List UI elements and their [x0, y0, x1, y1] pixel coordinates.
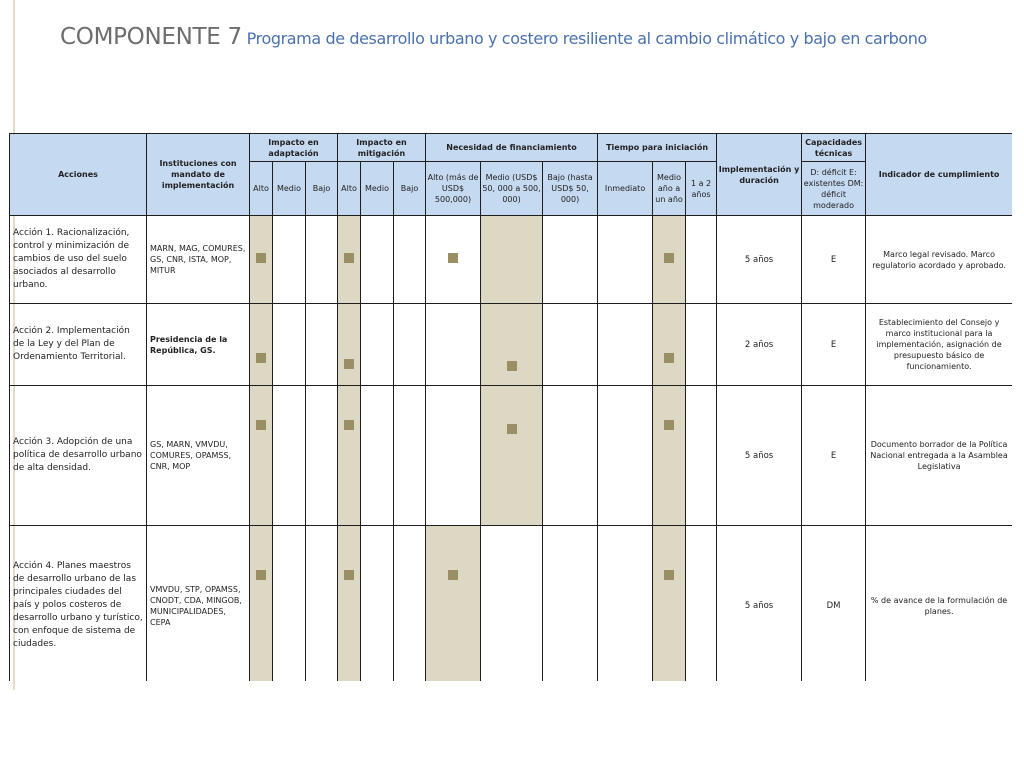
financiamiento-medio-cell [481, 216, 543, 304]
duracion-cell: 5 años [717, 216, 802, 304]
component-table [9, 133, 1012, 681]
mitigacion-medio-cell [361, 386, 394, 526]
adaptacion-alto-cell [250, 216, 273, 304]
mitigacion-bajo-cell [394, 216, 426, 304]
adaptacion-medio-cell [273, 216, 306, 304]
marker-square [256, 570, 266, 580]
table-row [10, 304, 1013, 386]
mitigacion-bajo-cell [394, 526, 426, 682]
adaptacion-alto-cell [250, 304, 273, 386]
inmediato-cell [598, 304, 653, 386]
header-acciones: Acciones [10, 134, 147, 216]
financiamiento-alto-cell [426, 216, 481, 304]
accion-cell: Acción 1. Racionalización, control y minimización de cambios de uso del suelo asociados al desarrollo urbano. [10, 216, 147, 304]
subheader-inmediato: Inmediato [598, 162, 653, 216]
header-necesidad-financiamiento: Necesidad de financiamiento [426, 134, 598, 162]
header-impacto-mitigacion: Impacto en mitigación [338, 134, 426, 162]
mitigacion-medio-cell [361, 526, 394, 682]
marker-square [507, 424, 517, 434]
subheader-capacidades-legend: D: déficit E: existentes DM: déficit moderado [802, 162, 866, 216]
subheader-adaptacion-medio: Medio [273, 162, 306, 216]
marker-square [507, 361, 517, 371]
medio-anio-cell [653, 216, 686, 304]
mitigacion-bajo-cell [394, 304, 426, 386]
uno-dos-cell [686, 216, 717, 304]
inmediato-cell [598, 526, 653, 682]
adaptacion-alto-cell [250, 386, 273, 526]
marker-square [664, 253, 674, 263]
mitigacion-medio-cell [361, 304, 394, 386]
subheader-mitigacion-medio: Medio [361, 162, 394, 216]
indicador-cell: Establecimiento del Consejo y marco institucional para la implementación, asignación de presupuesto básico de funcionamiento. [866, 304, 1012, 386]
medio-anio-cell [653, 386, 686, 526]
duracion-cell: 2 años [717, 304, 802, 386]
adaptacion-medio-cell [273, 386, 306, 526]
adaptacion-bajo-cell [306, 386, 338, 526]
adaptacion-bajo-cell [306, 304, 338, 386]
marker-square [664, 570, 674, 580]
marker-square [344, 420, 354, 430]
financiamiento-medio-cell [481, 304, 543, 386]
component-subtitle: Programa de desarrollo urbano y costero resiliente al cambio climático y bajo en carbono [246, 29, 927, 48]
instituciones-cell: MARN, MAG, COMURES, GS, CNR, ISTA, MOP, MITUR [147, 216, 250, 304]
marker-square [448, 570, 458, 580]
inmediato-cell [598, 216, 653, 304]
accion-cell: Acción 2. Implementación de la Ley y del Plan de Ordenamiento Territorial. [10, 304, 147, 386]
adaptacion-medio-cell [273, 526, 306, 682]
mitigacion-alto-cell [338, 304, 361, 386]
component-number: COMPONENTE 7 [60, 24, 242, 50]
subheader-adaptacion-alto: Alto [250, 162, 273, 216]
table-row [10, 386, 1013, 526]
header-indicador: Indicador de cumplimiento [866, 134, 1012, 216]
financiamiento-alto-cell [426, 526, 481, 682]
header-impacto-adaptacion: Impacto en adaptación [250, 134, 338, 162]
financiamiento-alto-cell [426, 386, 481, 526]
page-title [60, 24, 927, 50]
header-capacidades: Capacidades técnicas [802, 134, 866, 162]
financiamiento-bajo-cell [543, 304, 598, 386]
capacidad-cell: E [802, 216, 866, 304]
subheader-financiamiento-alto: Alto (más de USD$ 500,000) [426, 162, 481, 216]
marker-square [256, 420, 266, 430]
financiamiento-bajo-cell [543, 526, 598, 682]
financiamiento-bajo-cell [543, 386, 598, 526]
financiamiento-medio-cell [481, 386, 543, 526]
adaptacion-bajo-cell [306, 216, 338, 304]
mitigacion-bajo-cell [394, 386, 426, 526]
instituciones-cell: Presidencia de la República, GS. [147, 304, 250, 386]
indicador-cell: Marco legal revisado. Marco regulatorio acordado y aprobado. [866, 216, 1012, 304]
subheader-uno-dos-anios: 1 a 2 años [686, 162, 717, 216]
accion-cell: Acción 4. Planes maestros de desarrollo urbano de las principales ciudades del país y polos costeros de desarrollo urbano y turístico, con enfoque de sistema de ciudades. [10, 526, 147, 682]
header-implementacion: Implementación y duración [717, 134, 802, 216]
mitigacion-alto-cell [338, 526, 361, 682]
uno-dos-cell [686, 526, 717, 682]
subheader-mitigacion-alto: Alto [338, 162, 361, 216]
marker-square [256, 353, 266, 363]
adaptacion-medio-cell [273, 304, 306, 386]
header-tiempo-iniciacion: Tiempo para iniciación [598, 134, 717, 162]
subheader-financiamiento-bajo: Bajo (hasta USD$ 50, 000) [543, 162, 598, 216]
mitigacion-alto-cell [338, 216, 361, 304]
indicador-cell: Documento borrador de la Política Nacional entregada a la Asamblea Legislativa [866, 386, 1012, 526]
subheader-mitigacion-bajo: Bajo [394, 162, 426, 216]
marker-square [256, 253, 266, 263]
medio-anio-cell [653, 304, 686, 386]
marker-square [664, 420, 674, 430]
financiamiento-alto-cell [426, 304, 481, 386]
table-row [10, 216, 1013, 304]
capacidad-cell: E [802, 304, 866, 386]
subheader-medio-anio: Medio año a un año [653, 162, 686, 216]
adaptacion-bajo-cell [306, 526, 338, 682]
financiamiento-medio-cell [481, 526, 543, 682]
marker-square [344, 570, 354, 580]
table-row [10, 526, 1013, 682]
subheader-financiamiento-medio: Medio (USD$ 50, 000 a 500, 000) [481, 162, 543, 216]
uno-dos-cell [686, 304, 717, 386]
duracion-cell: 5 años [717, 526, 802, 682]
marker-square [344, 359, 354, 369]
inmediato-cell [598, 386, 653, 526]
mitigacion-alto-cell [338, 386, 361, 526]
uno-dos-cell [686, 386, 717, 526]
mitigacion-medio-cell [361, 216, 394, 304]
subheader-adaptacion-bajo: Bajo [306, 162, 338, 216]
financiamiento-bajo-cell [543, 216, 598, 304]
instituciones-cell: GS, MARN, VMVDU, COMURES, OPAMSS, CNR, MOP [147, 386, 250, 526]
accion-cell: Acción 3. Adopción de una política de desarrollo urbano de alta densidad. [10, 386, 147, 526]
instituciones-cell: VMVDU, STP, OPAMSS, CNODT, CDA, MINGOB, MUNICIPALIDADES, CEPA [147, 526, 250, 682]
marker-square [664, 353, 674, 363]
medio-anio-cell [653, 526, 686, 682]
adaptacion-alto-cell [250, 526, 273, 682]
capacidad-cell: DM [802, 526, 866, 682]
capacidad-cell: E [802, 386, 866, 526]
marker-square [448, 253, 458, 263]
duracion-cell: 5 años [717, 386, 802, 526]
header-instituciones: Instituciones con mandato de implementación [147, 134, 250, 216]
marker-square [344, 253, 354, 263]
indicador-cell: % de avance de la formulación de planes. [866, 526, 1012, 682]
